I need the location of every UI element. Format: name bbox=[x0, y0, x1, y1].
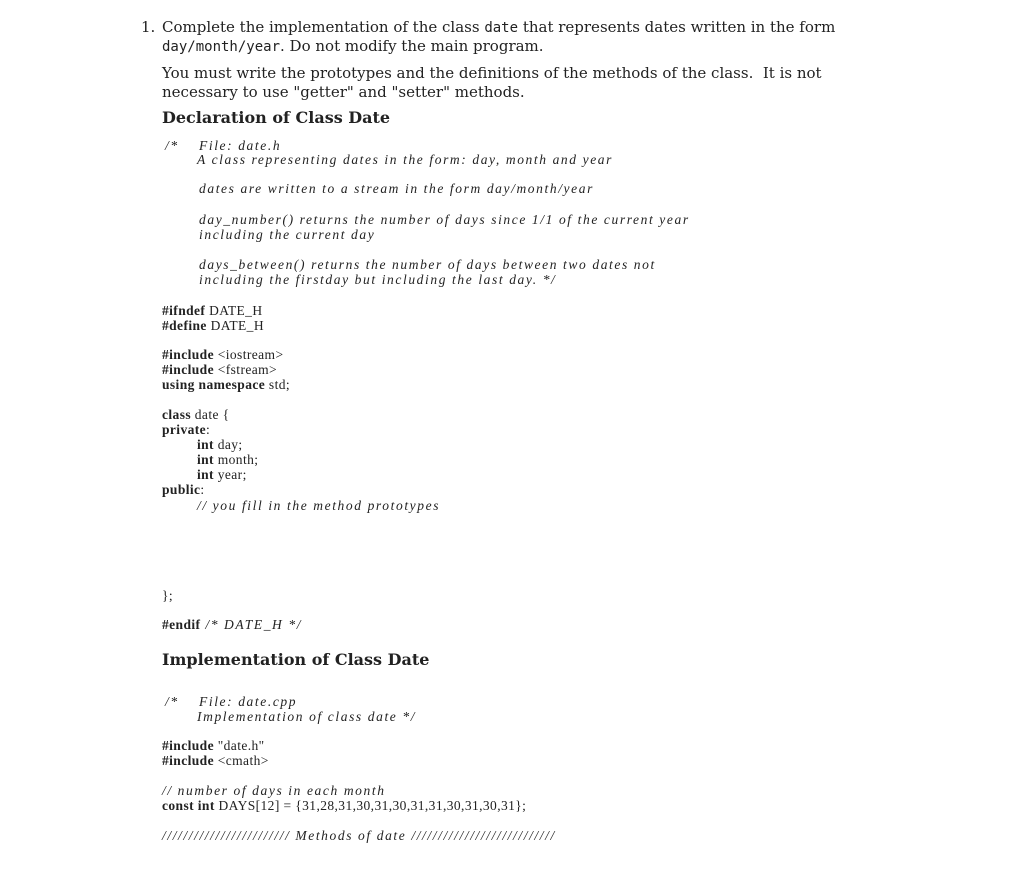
comment-open: /* bbox=[165, 138, 179, 153]
code-text: <cmath> bbox=[213, 753, 269, 768]
code-text: DATE_H bbox=[206, 318, 264, 333]
problem-line-1 bbox=[162, 18, 835, 36]
keyword: #endif bbox=[162, 617, 201, 632]
keyword: #include bbox=[162, 347, 214, 362]
comment-line: day_number() returns the number of days since 1/1 of the current year bbox=[199, 212, 690, 227]
code-text: date { bbox=[191, 407, 230, 422]
comment-file: File: date.cpp bbox=[199, 694, 298, 709]
methods-separator: //////////////////////// Methods of date /////////////////////////// bbox=[162, 828, 556, 843]
keyword: #include bbox=[162, 753, 214, 768]
comment-file: File: date.h bbox=[199, 138, 282, 153]
instructions-line-1: You must write the prototypes and the definitions of the methods of the class. It is not bbox=[162, 64, 822, 82]
code-line-close-brace: }; bbox=[162, 588, 174, 603]
code-text: DATE_H bbox=[205, 303, 263, 318]
implementation-heading: Implementation of Class Date bbox=[162, 650, 430, 669]
days-comment: // number of days in each month bbox=[162, 783, 386, 798]
code-text: std; bbox=[265, 377, 291, 392]
code-line-day bbox=[197, 437, 243, 453]
keyword: #include bbox=[162, 738, 214, 753]
code-line-year bbox=[197, 467, 247, 483]
text: that represents dates written in the form bbox=[518, 18, 836, 36]
code-term: day/month/year bbox=[162, 39, 281, 55]
code-line-month bbox=[197, 452, 258, 468]
keyword: #ifndef bbox=[162, 303, 206, 318]
keyword: private bbox=[162, 422, 207, 437]
comment: /* DATE_H */ bbox=[200, 617, 303, 632]
code-line-using bbox=[162, 377, 290, 393]
code-line-ifndef bbox=[162, 303, 262, 319]
code-text: "date.h" bbox=[213, 738, 265, 753]
code-text: : bbox=[200, 482, 205, 497]
code-line-define bbox=[162, 318, 264, 334]
code-line-const-days bbox=[162, 798, 526, 814]
keyword: #define bbox=[162, 318, 207, 333]
fill-in-comment: // you fill in the method prototypes bbox=[197, 498, 441, 513]
code-text: <fstream> bbox=[213, 362, 278, 377]
keyword: int bbox=[197, 452, 214, 467]
code-text: month; bbox=[213, 452, 259, 467]
code-text: : bbox=[206, 422, 211, 437]
comment-line: dates are written to a stream in the form day/month/year bbox=[199, 181, 594, 196]
problem-number: 1. bbox=[141, 18, 156, 36]
comment-open: /* bbox=[165, 694, 179, 709]
code-term: date bbox=[484, 20, 519, 36]
keyword: class bbox=[162, 407, 191, 422]
code-line-include-fstream bbox=[162, 362, 277, 378]
comment-line: including the current day bbox=[199, 227, 376, 242]
code-text: <iostream> bbox=[213, 347, 284, 362]
comment-line: Implementation of class date */ bbox=[197, 709, 417, 724]
problem-line-2 bbox=[162, 37, 544, 55]
code-line-include-cmath bbox=[162, 753, 269, 769]
comment-line: including the firstday but including the last day. */ bbox=[199, 272, 557, 287]
comment-line: days_between() returns the number of days between two dates not bbox=[199, 257, 656, 272]
keyword: int bbox=[197, 467, 214, 482]
code-line-endif bbox=[162, 617, 302, 633]
instructions-line-2: necessary to use "getter" and "setter" methods. bbox=[162, 83, 525, 101]
code-line-class bbox=[162, 407, 230, 423]
text: Complete the implementation of the class bbox=[162, 18, 485, 36]
comment-line: A class representing dates in the form: day, month and year bbox=[197, 152, 613, 167]
code-line-include-iostream bbox=[162, 347, 283, 363]
text: . Do not modify the main program. bbox=[280, 37, 544, 55]
code-line-include-date-h bbox=[162, 738, 265, 754]
code-line-private bbox=[162, 422, 210, 438]
keyword: public bbox=[162, 482, 201, 497]
declaration-heading: Declaration of Class Date bbox=[162, 108, 391, 127]
code-text: day; bbox=[213, 437, 243, 452]
keyword: const int bbox=[162, 798, 215, 813]
keyword: using namespace bbox=[162, 377, 266, 392]
code-line-public bbox=[162, 482, 205, 498]
keyword: #include bbox=[162, 362, 214, 377]
code-text: DAYS[12] = {31,28,31,30,31,30,31,31,30,31,30,31}; bbox=[214, 798, 527, 813]
keyword: int bbox=[197, 437, 214, 452]
code-text: year; bbox=[213, 467, 247, 482]
